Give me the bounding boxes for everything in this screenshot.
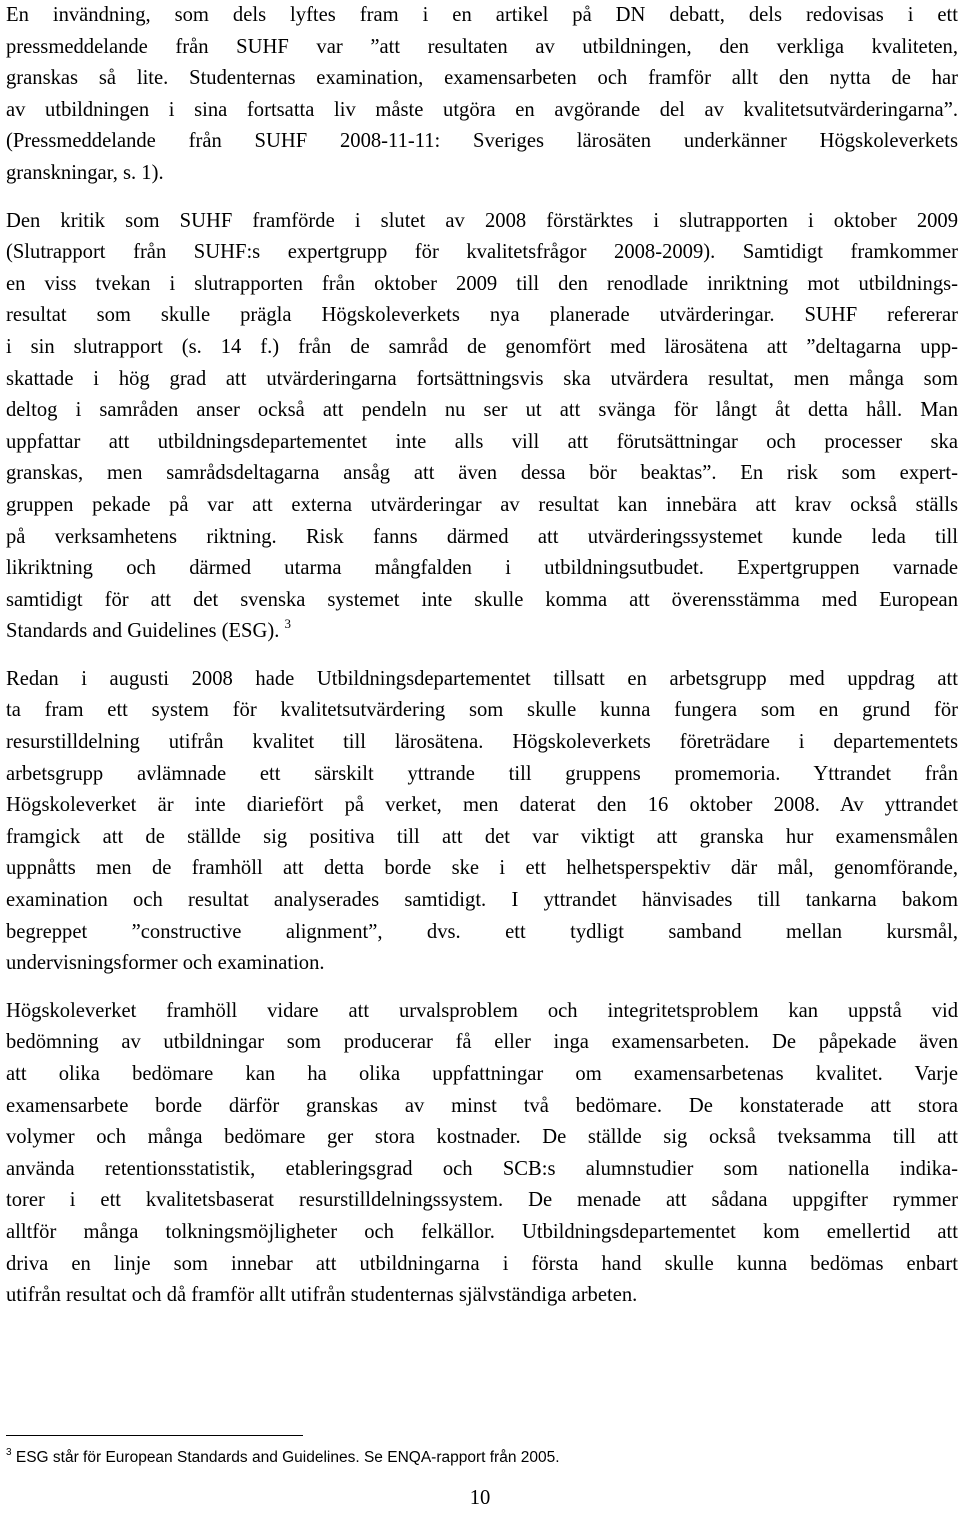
text-line <box>6 332 958 364</box>
text-line <box>6 695 958 727</box>
text-line <box>6 95 958 127</box>
text-line <box>6 490 958 522</box>
text-line-content: deltog i samråden anser också att pendeln nu ser ut att svänga för långt åt detta håll. Man <box>6 399 958 422</box>
text-line <box>6 1185 958 1217</box>
text-line <box>6 853 958 885</box>
text-line <box>6 1217 958 1249</box>
text-line-content: alltför många tolkningsmöjligheter och felkällor. Utbildningsdepartementet kom emellertid att <box>6 1220 958 1243</box>
text-line <box>6 237 958 269</box>
text-line <box>6 1154 958 1186</box>
text-line-content: en viss tvekan i slutrapporten från oktober 2009 till den renodlade inriktning mot utbildnings- <box>6 272 958 295</box>
footnote <box>6 1448 560 1468</box>
text-line <box>6 553 958 585</box>
text-line <box>6 458 958 490</box>
text-line <box>6 206 958 238</box>
text-line-content: bedömning av utbildningar som producerar få eller inga examensarbeten. De påpekade även <box>6 1031 958 1054</box>
text-line-content: undervisningsformer och examination. <box>6 952 325 975</box>
paragraph <box>6 0 958 190</box>
text-line <box>6 1249 958 1281</box>
text-line <box>6 1280 958 1312</box>
text-line-content: Standards and Guidelines (ESG). <box>6 620 280 643</box>
text-line <box>6 790 958 822</box>
paragraph <box>6 664 958 980</box>
text-line-content: granskningar, s. 1). <box>6 161 164 184</box>
text-line <box>6 1059 958 1091</box>
text-line <box>6 664 958 696</box>
text-line-content: skattade i hög grad att utvärderingarna fortsättningsvis ska utvärdera resultat, men många som <box>6 367 958 390</box>
text-line-content: Redan i augusti 2008 hade Utbildningsdepartementet tillsatt en arbetsgrupp med uppdrag att <box>6 667 958 690</box>
text-line <box>6 32 958 64</box>
text-line-content: resultat som skulle prägla Högskoleverkets nya planerade utvärderingar. SUHF refererar <box>6 304 958 327</box>
text-line-content: granskas så lite. Studenternas examination, examensarbeten och framför allt den nytta de har <box>6 67 958 90</box>
text-line-content: gruppen pekade på var att externa utvärderingar av resultat kan innebära att krav också ställs <box>6 493 958 516</box>
text-line <box>6 585 958 617</box>
text-line-content: av utbildningen i sina fortsatta liv måste utgöra en avgörande del av kvalitetsutvärderingarna”. <box>6 98 958 121</box>
text-line <box>6 0 958 32</box>
text-line-content: torer i ett kvalitetsbaserat resurstilldelningssystem. De menade att sådana uppgifter rymmer <box>6 1189 958 1212</box>
text-line <box>6 885 958 917</box>
page-number: 10 <box>469 1487 491 1509</box>
paragraph <box>6 206 958 648</box>
text-line <box>6 269 958 301</box>
text-line-content: examination och resultat analyserades samtidigt. I yttrandet hänvisades till tankarna bakom <box>6 889 958 912</box>
text-line <box>6 427 958 459</box>
text-line <box>6 948 958 980</box>
text-line-content: examensarbete borde därför granskas av minst två bedömare. De konstaterade att stora <box>6 1094 958 1117</box>
text-line-content: framgick att de ställde sig positiva till att det var viktigt att granska hur examensmålen <box>6 825 958 848</box>
text-line-content: arbetsgrupp avlämnade ett särskilt yttrande till gruppens promemoria. Yttrandet från <box>6 762 958 785</box>
text-line-content: pressmeddelande från SUHF var ”att resultaten av utbildningen, den verkliga kvaliteten, <box>6 35 958 58</box>
text-line-content: uppnåtts men de framhöll att detta borde ske i ett helhetsperspektiv där mål, genomförande, <box>6 857 958 880</box>
text-line-content: volymer och många bedömare ger stora kostnader. De ställde sig också tveksamma till att <box>6 1126 958 1149</box>
text-line-content: likriktning och därmed utarma mångfalden i utbildningsutbudet. Expertgruppen varnade <box>6 557 958 580</box>
text-line <box>6 1027 958 1059</box>
text-line-content: granskas, men samrådsdeltagarna ansåg att även dessa bör beaktas”. En risk som expert- <box>6 462 958 485</box>
text-line <box>6 996 958 1028</box>
footnote-reference: 3 <box>284 616 292 632</box>
body-text <box>6 0 958 1328</box>
text-line-content: En invändning, som dels lyftes fram i en artikel på DN debatt, dels redovisas i ett <box>6 4 958 26</box>
text-line-content: driva en linje som innebar att utbildningarna i första hand skulle kunna bedömas enbart <box>6 1252 958 1275</box>
footnote-number: 3 <box>6 1447 12 1458</box>
text-line <box>6 158 958 190</box>
text-line-content: (Pressmeddelande från SUHF 2008-11-11: Sveriges lärosäten underkänner Högskoleverkets <box>6 130 958 153</box>
text-line-content: Högskoleverket är inte diariefört på verket, men daterat den 16 oktober 2008. Av yttrandet <box>6 794 958 817</box>
text-line-content: Den kritik som SUHF framförde i slutet av 2008 förstärktes i slutrapporten i oktober 2009 <box>6 209 958 232</box>
text-line-content: uppfattar att utbildningsdepartementet inte alls vill att förutsättningar och processer ska <box>6 430 958 453</box>
text-line-content: Högskoleverket framhöll vidare att urvalsproblem och integritetsproblem kan uppstå vid <box>6 999 958 1022</box>
text-line-content: ta fram ett system för kvalitetsutvärdering som skulle kunna fungera som en grund för <box>6 699 958 722</box>
footnote-text: ESG står för European Standards and Guidelines. Se ENQA-rapport från 2005. <box>15 1449 560 1466</box>
text-line <box>6 822 958 854</box>
text-line <box>6 63 958 95</box>
text-line-content: (Slutrapport från SUHF:s expertgrupp för kvalitetsfrågor 2008-2009). Samtidigt framkommer <box>6 241 958 264</box>
text-line-content: begreppet ”constructive alignment”, dvs. ett tydligt samband mellan kursmål, <box>6 920 958 943</box>
text-line-content: att olika bedömare kan ha olika uppfattningar om examensarbetenas kvalitet. Varje <box>6 1063 958 1085</box>
text-line <box>6 126 958 158</box>
text-line-content: på verksamhetens riktning. Risk fanns därmed att utvärderingssystemet kunde leda till <box>6 525 958 548</box>
footnote-separator <box>6 1435 303 1436</box>
text-line <box>6 616 958 648</box>
text-line <box>6 1122 958 1154</box>
text-line <box>6 759 958 791</box>
paragraph <box>6 996 958 1312</box>
text-line-content: samtidigt för att det svenska systemet inte skulle komma att överensstämma med European <box>6 588 958 611</box>
text-line-content: utifrån resultat och då framför allt utifrån studenternas självständiga arbeten. <box>6 1284 638 1307</box>
text-line <box>6 364 958 396</box>
text-line-content: använda retentionsstatistik, etableringsgrad och SCB:s alumnstudier som nationella indika- <box>6 1157 958 1180</box>
text-line <box>6 395 958 427</box>
text-line <box>6 522 958 554</box>
text-line <box>6 917 958 949</box>
text-line-content: i sin slutrapport (s. 14 f.) från de samråd de genomfört med lärosätena att ”deltagarna upp- <box>6 335 958 358</box>
text-line <box>6 1091 958 1123</box>
text-line <box>6 300 958 332</box>
text-line <box>6 727 958 759</box>
text-line-content: resurstilldelning utifrån kvalitet till lärosätena. Högskoleverkets företrädare i departementets <box>6 731 958 754</box>
